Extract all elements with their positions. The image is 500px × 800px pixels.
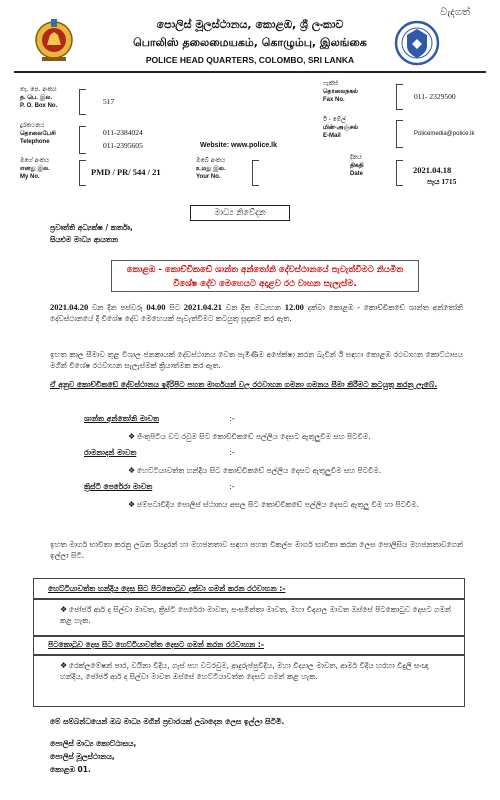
box-heading-1: හෙට්ටියාවත්ත හන්දිය දෙස සිට පිටකොටුව දක්වා ගමන් කරන රථවාහන :- [48,584,286,593]
email-value: Policemedia@police.lk [414,131,475,137]
header-tamil: பொலிஸ் தலைமையகம், கொழும்பு, இலங்கை [133,36,367,49]
pobox-bracket [79,89,86,115]
media-release-title: මාධ්‍ය නිවේදන [190,205,290,221]
time-value: පැය 1715 [427,177,457,186]
box-item-1: ❖ ජෝර්ජ් ආර් ද සිල්වා මාවත, ක්‍රිස්ටි පෙරේරා මාවත, සංඝමිත්තා මාවත, මහා විද්‍යාල මාවත ඔස්සේ පිටකොටුව දෙසට ගමන් කළ හැක. [60,605,451,625]
myno-label: මගේ අංකය எனது இல. My No. [20,157,50,180]
diamond-bullet-icon: ❖ [60,605,68,614]
road-desc-2: ❖ හෙට්ටියාවත්ත හන්දිය සිට කොච්චිකඩේ පල්ලිය දෙසට ඇතුලුවීම සහ පිටවීම. [128,466,382,475]
telephone-label: දුරකථනය தொலைபேசி Telephone [20,122,56,145]
headline-box [111,260,419,292]
box-divider-1 [33,598,465,600]
road-colon-1: :- [229,414,235,423]
website-label: Website: www.police.lk [200,142,278,149]
pobox-value: 517 [103,97,115,106]
myno-bracket [79,160,86,186]
box-heading-2: පිටකොටුව දෙස සිට හෙට්ටියාවත්ත දෙසට ගමන් කරන රථවාහන :- [48,640,264,649]
addressee [50,222,133,246]
header-english: POLICE HEAD QUARTERS, COLOMBO, SRI LANKA [145,55,355,65]
urgent-label: වැදගත් [440,7,470,18]
paragraph-2: ඉහත කාල සීමාව තුළ විශාල ජනකායක් දේවස්ථානය වෙත පැමිණීම අපේක්ෂා කරන බැවින් ඊ සඳහා කොළඹ රථවාහන කොට්ඨාසය මගින් විශේෂ රථවාහන සැලැස්මක් ක්‍රියාත්මක කර ඇත. [50,350,463,370]
road-name-1: ශාන්ත අන්තෝනි මාවත [84,414,160,423]
road-name-3: ක්‍රිස්ටි පෙරේරා මාවත [84,482,153,491]
addressee-line-2: සියළුම මාධ්‍ය ආයතන [50,235,119,244]
header-divider [14,71,486,73]
road-colon-2: :- [229,448,235,457]
box-divider-3 [33,654,465,656]
closing-line: මේ සම්බන්ධයෙන් ඔබ මාධ්‍ය මගින් ප්‍රචාරයක් ලබාදෙන ලෙස ඉල්ලා සිටිමි. [50,717,285,726]
paragraph-4: ඉහත මාර්ග භාවිතා කරනු ලබන රියදුරන් හා මහජනතාව සඳහා පහත විකල්ප මාර්ග භාවිතා කරන ලෙස පොලිසිය මහජනතාවගෙන් ඉල්ලා සිටී. [50,540,463,560]
pobox-label: තැ. පෙ. අංකය த. பெ. இல. P. O. Box No. [20,86,58,109]
signature-line-1: පොලිස් මාධ්‍ය කොට්ඨාසය, [50,739,137,748]
fax-bracket [396,84,403,110]
diamond-bullet-icon: ❖ [128,432,136,441]
diamond-bullet-icon: ❖ [60,661,68,670]
date-label: දිනය திகதி Date [350,154,364,177]
date-bracket [396,160,403,186]
yourno-bracket [252,160,259,186]
signature-line-2: පොලිස් මූලස්ථානය, [50,752,115,761]
diamond-bullet-icon: ❖ [128,500,136,509]
email-label: ඊ - මේල් மின்-அஞ்சல் E-Mail [323,116,359,139]
telephone-value-2: 011-2395605 [103,141,143,150]
signature-line-3: කොළඹ 01. [50,765,91,774]
road-desc-1: ❖ ජිංතුපිටිය වට රවුම සිට කොච්චිකඩේ පල්ලිය දෙසට ඇතුලුවීම සහ පිටවීම. [128,432,371,441]
road-desc-3: ❖ ජම්පටාවීදිය පොලිස් ස්ථානය අසල සිට කොච්චිකඩේ පල්ලිය දෙසට ඇතුලු වීම හා පිටවීම. [128,500,419,509]
telephone-bracket [79,126,86,154]
road-colon-3: :- [229,482,235,491]
addressee-line-1: ප්‍රවෘත්ති අධ්‍යක්ෂ / කර්තෘ, [50,223,133,232]
paragraph-1: 2021.04.20 වන දින පස්වරු 04.00 සිට 2021.04.21 වන දින මධ්‍යහන 12.00 දක්වා කොළඹ - කොච්චිකඩේ ශාන්ත අන්තෝනි දේවස්ථානයේ දී විශේෂ දේව මෙහෙයක් පැවැත්වීමට කටයුතු සූදානම් කර ඇත. [50,302,464,323]
diamond-bullet-icon: ❖ [128,466,136,475]
fax-label: ෆැක්ස් தொலைநகல் Fax No. [323,80,359,103]
telephone-value-1: 011-2384024 [103,128,143,137]
headline-line-2: විශේෂ දේව මෙහෙයට අදාළව රථ වාහන සැලැස්ම. [173,279,357,289]
box-item-2: ❖ රෙක්ලමේෂන් පාර, වයිනා වීදිය, ගැස් පහ වටරවුම, ආදුරුප්පුවීදිය, මහා විද්‍යාල මාවත, ආමර් වීදිය හරහා විදුලි සංඥා හන්දිය, ජෝර්ජ් ආර් ද සිල්වා මාවත ඔස්සේ හෙට්ටියාවත්ත දෙසට ගමන් කළ හැක. [60,661,429,681]
yourno-label: ඔබේ අංකය உமது இல. Your No. [196,157,226,180]
fax-value: 011- 2329500 [414,92,456,101]
paragraph-3: ඒ අනුව කොච්චිකඩේ දේවස්ථානය ඉදිරිපිට පහත මාර්ගයන් වල රථවාහන ගමනා ගමනය සීමා කිරීමට කටයුතු කරනු ලැබේ. [50,380,438,389]
road-name-2: රාමනාදන් මාවත [84,448,137,457]
myno-value: PMD / PR/ 544 / 21 [91,167,161,177]
headline-line-1: කොළඹ - කොච්චිකඩේ ශාන්ත අන්තෝනි දේවස්ථානයේ පැවැත්වීමට නියමිත [126,265,404,275]
date-value: 2021.04.18 [413,165,452,175]
header-sinhala: පොලිස් මූලස්ථානය, කොළඹ, ශ්‍රී ලංකාව [156,18,344,31]
box-divider-2 [33,635,465,637]
email-bracket [396,120,403,148]
signature-block [50,737,136,776]
